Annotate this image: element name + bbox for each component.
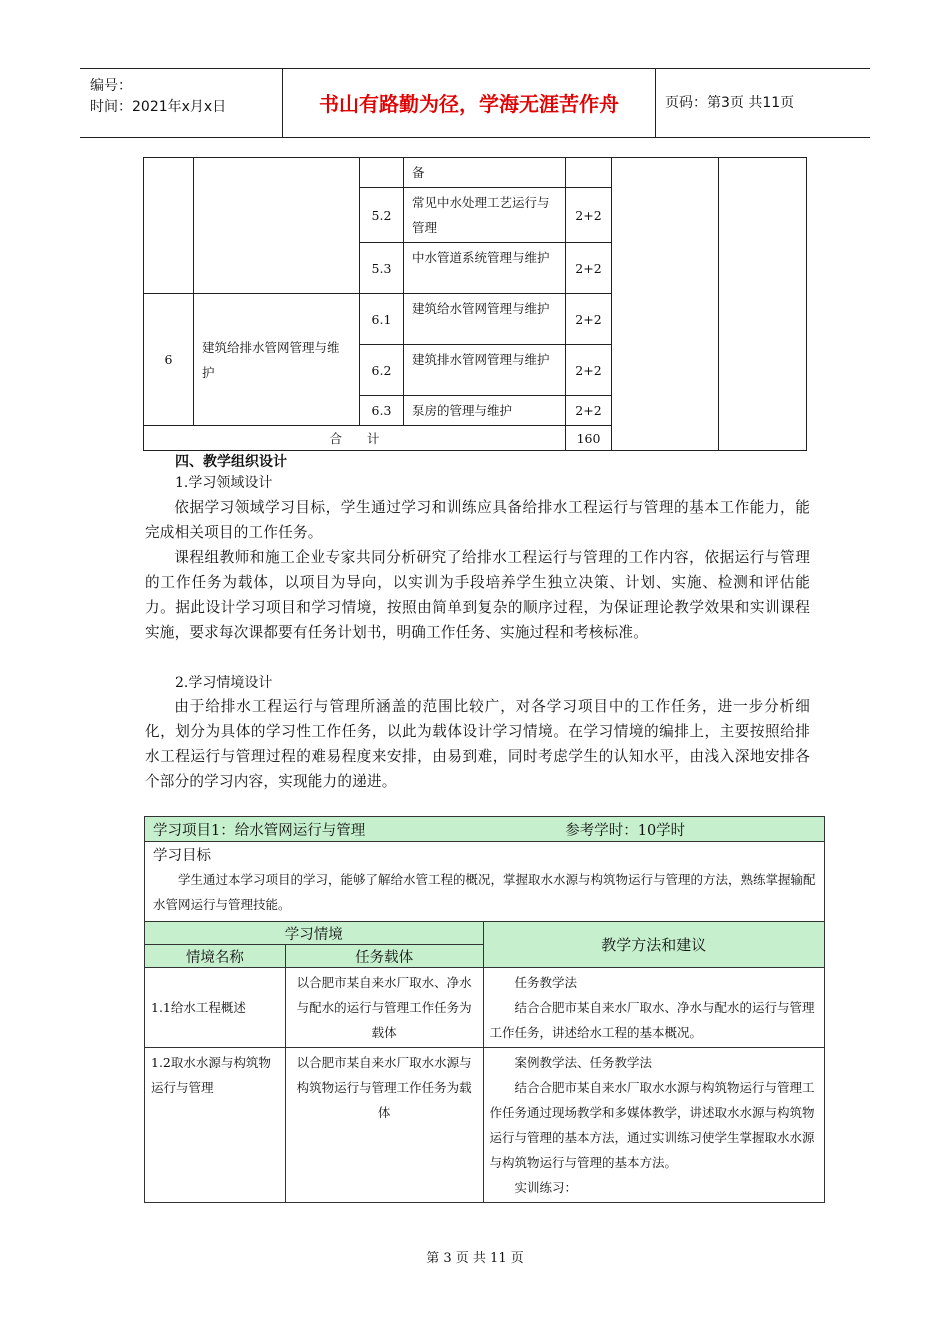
page-number-label: 页码：第3页 共11页: [665, 95, 795, 111]
total-label: 合 计: [144, 426, 566, 451]
method-title: 案例教学法、任务教学法: [514, 1055, 653, 1070]
time-label: 时间：2021年x月x日: [90, 99, 227, 115]
content-cell: 建筑给水管网管理与维护: [404, 294, 566, 345]
content-cell: 建筑排水管网管理与维护: [404, 345, 566, 396]
method-text: 结合合肥市某自来水厂取水、净水与配水的运行与管理工作任务，讲述给水工程的基本概况。: [489, 1000, 815, 1040]
module-6-name: 建筑给排水管网管理与维护: [194, 294, 360, 426]
module-6-num: 6: [144, 294, 194, 426]
total-value: 160: [566, 426, 612, 451]
method-title: 任务教学法: [514, 975, 578, 990]
section-title: 四、教学组织设计: [175, 454, 287, 470]
hours-cell: 2+2: [566, 396, 612, 426]
content-cell: 泵房的管理与维护: [404, 396, 566, 426]
table-cell: [360, 158, 404, 188]
blank-cell: [719, 158, 807, 451]
code-label: 编号：: [90, 78, 132, 94]
module-5-num-cell: [144, 158, 194, 294]
col-method: 教学方法和建议: [483, 922, 825, 968]
task-carrier: 以合肥市某自来水厂取水水源与构筑物运行与管理工作任务为载体: [285, 1048, 483, 1203]
module-5-name-cell: [194, 158, 360, 294]
content-cell: 中水管道系统管理与维护: [404, 243, 566, 294]
paragraph: 依据学习领域学习目标，学生通过学习和训练应具备给排水工程运行与管理的基本工作能力，能完成相关项目的工作任务。: [145, 499, 810, 541]
sub-num-cell: 5.3: [360, 243, 404, 294]
situation-name: 1.1给水工程概述: [145, 968, 286, 1048]
goal-label: 学习目标: [153, 848, 211, 864]
hours-cell: 2+2: [566, 243, 612, 294]
paragraph: 由于给排水工程运行与管理所涵盖的范围比较广，对各学习项目中的工作任务，进一步分析细化，划分为具体的学习性工作任务，以此为载体设计学习情境。在学习情境的编排上，主要按照给排水工程运行与管理过程的难易程度来安排，由易到难，同时考虑学生的认知水平，由浅入深地安排各个部分的学习内容，实现能力的递进。: [145, 698, 810, 790]
course-hours-table: [143, 157, 807, 451]
blank-cell: [612, 158, 719, 451]
page-footer: 第 3 页 共 11 页: [426, 1251, 524, 1266]
subsection-title: 1.学习领域设计: [175, 475, 273, 491]
practice-label: 实训练习：: [514, 1180, 578, 1195]
method-cell: [483, 1048, 825, 1203]
goal-text: 学生通过本学习项目的学习，能够了解给水管工程的概况，掌握取水水源与构筑物运行与管理的方法，熟练掌握输配水管网运行与管理技能。: [153, 872, 816, 912]
project-header: [145, 817, 825, 842]
goal-cell: [145, 842, 825, 922]
page-header: [80, 68, 870, 138]
motto: 书山有路勤为径，学海无涯苦作舟: [283, 69, 656, 137]
method-text: 结合合肥市某自来水厂取水水源与构筑物运行与管理工作任务通过现场教学和多媒体教学，讲述取水水源与构筑物运行与管理的基本方法，通过实训练习使学生掌握取水水源与构筑物运行与管理的基本方法。: [489, 1080, 815, 1170]
col-name: 情境名称: [145, 945, 286, 968]
content-cell: 备: [404, 158, 566, 188]
reference-hours: 参考学时：10学时: [565, 822, 686, 839]
col-situation: 学习情境: [145, 922, 484, 945]
situation-name: 1.2取水水源与构筑物运行与管理: [145, 1048, 286, 1203]
method-cell: [483, 968, 825, 1048]
header-info-cell: [80, 69, 283, 137]
sub-num-cell: 5.2: [360, 188, 404, 243]
hours-cell: 2+2: [566, 188, 612, 243]
col-carrier: 任务载体: [285, 945, 483, 968]
sub-num-cell: 6.1: [360, 294, 404, 345]
subsection-title: 2.学习情境设计: [175, 675, 273, 691]
table-cell: [566, 158, 612, 188]
learning-project-table: [144, 816, 825, 1203]
task-carrier: 以合肥市某自来水厂取水、净水与配水的运行与管理工作任务为载体: [285, 968, 483, 1048]
content-cell: 常见中水处理工艺运行与管理: [404, 188, 566, 243]
hours-cell: 2+2: [566, 345, 612, 396]
hours-cell: 2+2: [566, 294, 612, 345]
sub-num-cell: 6.3: [360, 396, 404, 426]
project-title: 学习项目1：给水管网运行与管理: [153, 822, 366, 839]
sub-num-cell: 6.2: [360, 345, 404, 396]
paragraph: 课程组教师和施工企业专家共同分析研究了给排水工程运行与管理的工作内容，依据运行与管理的工作任务为载体，以项目为导向，以实训为手段培养学生独立决策、计划、实施、检测和评估能力。据此设计学习项目和学习情境，按照由简单到复杂的顺序过程，为保证理论教学效果和实训课程实施，要求每次课都要有任务计划书，明确工作任务、实施过程和考核标准。: [145, 549, 810, 641]
